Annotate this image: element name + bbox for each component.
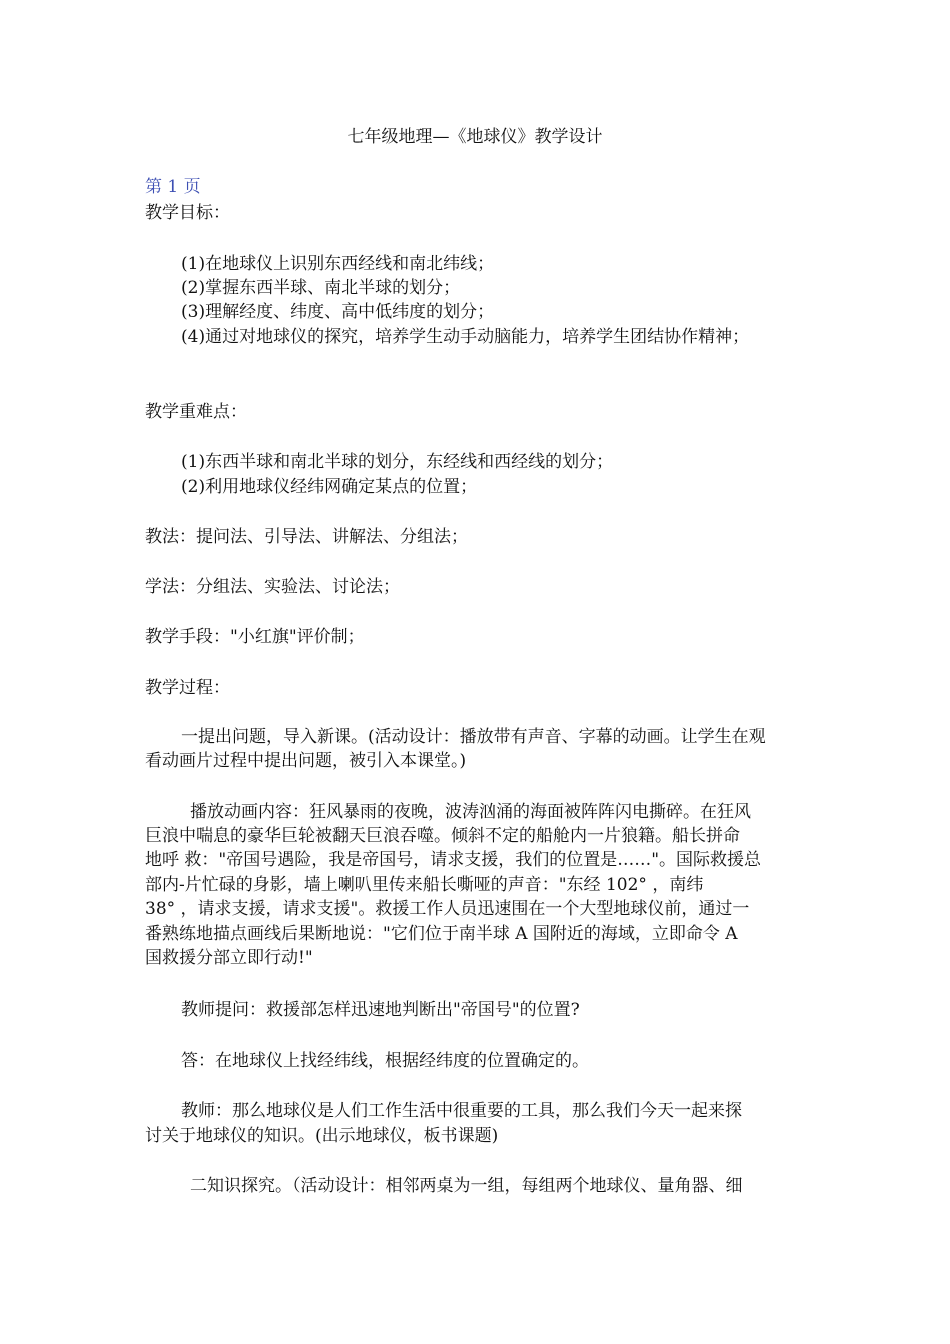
- document-title: 七年级地理—《地球仪》教学设计: [347, 127, 603, 147]
- paragraph-line: 一提出问题，导入新课。(活动设计：播放带有声音、字幕的动画。让学生在观: [181, 727, 766, 747]
- paragraph-line: 地呼 救："帝国号遇险，我是帝国号，请求支援，我们的位置是……"。国际救援总: [145, 850, 762, 870]
- paragraph-line: 播放动画内容：狂风暴雨的夜晚，波涛汹涌的海面被阵阵闪电撕碎。在狂风: [190, 802, 751, 822]
- key-point-item: (1)东西半球和南北半球的划分，东经线和西经线的划分；: [181, 452, 614, 472]
- paragraph-line: 巨浪中喘息的豪华巨轮被翻天巨浪吞噬。倾斜不定的船舱内一片狼籍。船长拼命: [145, 826, 740, 846]
- teaching-method: 教法：提问法、引导法、讲解法、分组法；: [145, 527, 468, 547]
- paragraph-line: 部内-片忙碌的身影，墙上喇叭里传来船长嘶哑的声音："东经 102° ，南纬: [145, 875, 704, 895]
- key-points-heading: 教学重难点：: [145, 402, 247, 422]
- teaching-means: 教学手段："小红旗"评价制；: [145, 627, 365, 647]
- paragraph-line: 教师提问：救援部怎样迅速地判断出"帝国号"的位置?: [181, 1000, 580, 1020]
- paragraph-line: 38° ，请求支援，请求支援"。救援工作人员迅速围在一个大型地球仪前，通过一: [145, 899, 750, 919]
- paragraph-line: 看动画片过程中提出问题，被引入本课堂。): [145, 751, 467, 771]
- key-point-item: (2)利用地球仪经纬网确定某点的位置；: [181, 477, 478, 497]
- paragraph-line: 教师：那么地球仪是人们工作生活中很重要的工具，那么我们今天一起来探: [181, 1101, 742, 1121]
- paragraph-line: 答：在地球仪上找经纬线，根据经纬度的位置确定的。: [181, 1051, 589, 1071]
- paragraph-line: 二知识探究。（活动设计：相邻两桌为一组，每组两个地球仪、量角器、细: [190, 1176, 743, 1196]
- objective-item: (2)掌握东西半球、南北半球的划分；: [181, 278, 461, 298]
- process-heading: 教学过程：: [145, 678, 230, 698]
- paragraph-line: 国救援分部立即行动!": [145, 948, 313, 968]
- objective-item: (1)在地球仪上识别东西经线和南北纬线；: [181, 254, 495, 274]
- paragraph-line: 讨关于地球仪的知识。(出示地球仪，板书课题): [145, 1126, 499, 1146]
- objectives-heading: 教学目标：: [145, 203, 230, 223]
- learning-method: 学法：分组法、实验法、讨论法；: [145, 577, 400, 597]
- objective-item: (4)通过对地球仪的探究，培养学生动手动脑能力，培养学生团结协作精神；: [181, 327, 750, 347]
- paragraph-line: 番熟练地描点画线后果断地说："它们位于南半球 A 国附近的海域，立即命令 A: [145, 924, 738, 944]
- objective-item: (3)理解经度、纬度、高中低纬度的划分；: [181, 302, 495, 322]
- page-label: 第 1 页: [145, 177, 201, 197]
